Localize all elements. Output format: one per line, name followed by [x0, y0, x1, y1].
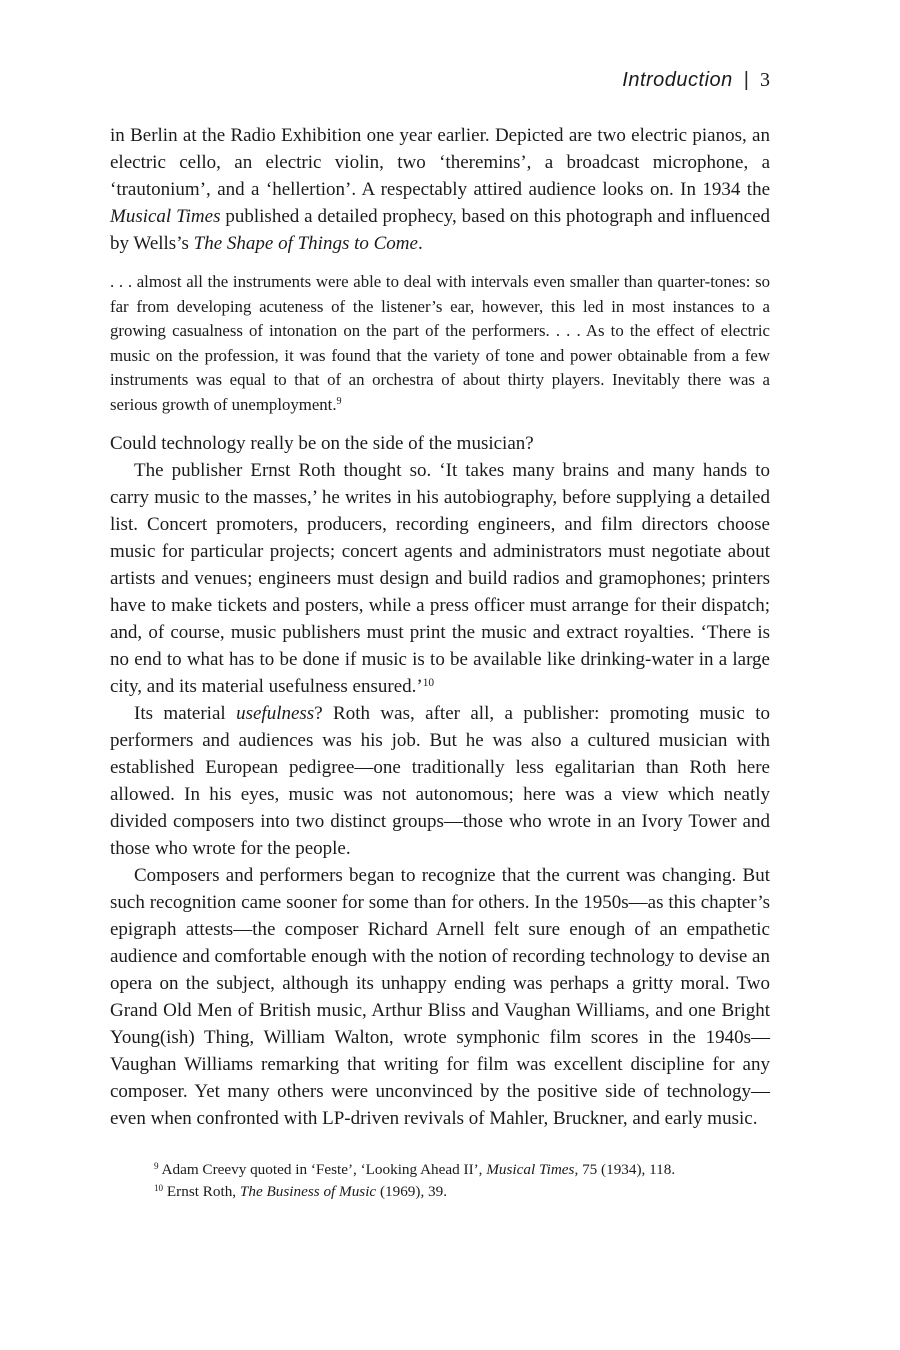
paragraph-roth: The publisher Ernst Roth thought so. ‘It takes many brains and many hands to carry music to the masses,’ he writes in his autobiography, before supplying a detailed list. Concert promoters, producers, recording engineers, and film directors choose music for particular projects; concert agents and administrators must negotiate about artists and venues; engineers must design and build radios and gramophones; printers have to make tickets and posters, while a press officer must arrange for their dispatch; and, of course, music publishers must print the music and extract royalties. ‘There is no end to what has to be done if music is to be available like drinking-water in a large city, and its material usefulness ensured.’$^{10}$	[110, 460, 770, 697]
header-separator: |	[743, 69, 749, 91]
running-title: Introduction	[622, 69, 733, 91]
paragraph-composers: Composers and performers began to recognize that the current was changing. But such recognition came sooner for some than for others. In the 1950s—as this chapter’s epigraph attests—the composer Richard Arnell felt sure enough of an empathetic audience and comfortable enough with the notion of recording technology to devise an opera on the subject, although its unhappy ending was perhaps a gritty moral. Two Grand Old Men of British music, Arthur Bliss and Vaughan Williams, and one Bright Young(ish) Thing, William Walton, wrote symphonic film scores in the 1940s—Vaughan Williams remarking that writing for film was excellent discipline for any composer. Yet many others were unconvinced by the positive side of technology—even when confronted with LP-driven revivals of Mahler, Bruckner, and early music.	[110, 865, 770, 1129]
paragraph-question: Could technology really be on the side of the musician?	[110, 433, 534, 454]
paragraph-continuation: in Berlin at the Radio Exhibition one year earlier. Depicted are two electric pianos, an electric cello, an electric violin, two ‘theremins’, a broadcast microphone, a ‘trautonium’, and a ‘hellertion’. A respectably attired audience looks on. In 1934 the Musical Times published a detailed prophecy, based on this photograph and influenced by Wells’s The Shape of Things to Come.	[110, 125, 771, 254]
footnotes-section	[110, 1159, 770, 1203]
paragraph-usefulness: Its material usefulness? Roth was, after all, a publisher: promoting music to performers and audiences was his job. But he was also a cultured musician with established European pedigree—one traditionally less egalitarian than Roth here allowed. In his eyes, music was not autonomous; here was a view which neatly divided composers into two distinct groups—those who wrote in an Ivory Tower and those who wrote for the people.	[110, 703, 770, 859]
block-quote: . . . almost all the instruments were able to deal with intervals even smaller than quarter-tones: so far from developing acuteness of the listener’s ear, however, this led in most instances to a growing casualness of intonation on the part of the performers. . . . As to the effect of electric music on the profession, it was found that the variety of tone and power obtainable from a few instruments was equal to that of an orchestra of about thirty players. Inevitably there was a serious growth of unemployment.$^9$	[110, 272, 770, 414]
text-block	[110, 68, 770, 1203]
footnote-9: $^9$ Adam Creevy quoted in ‘Feste’, ‘Looking Ahead II’, Musical Times, 75 (1934), 118.	[154, 1160, 676, 1178]
page-header	[110, 68, 770, 92]
footnote-10: $^{10}$ Ernst Roth, The Business of Music (1969), 39.	[154, 1182, 448, 1200]
page-number: 3	[760, 69, 770, 91]
